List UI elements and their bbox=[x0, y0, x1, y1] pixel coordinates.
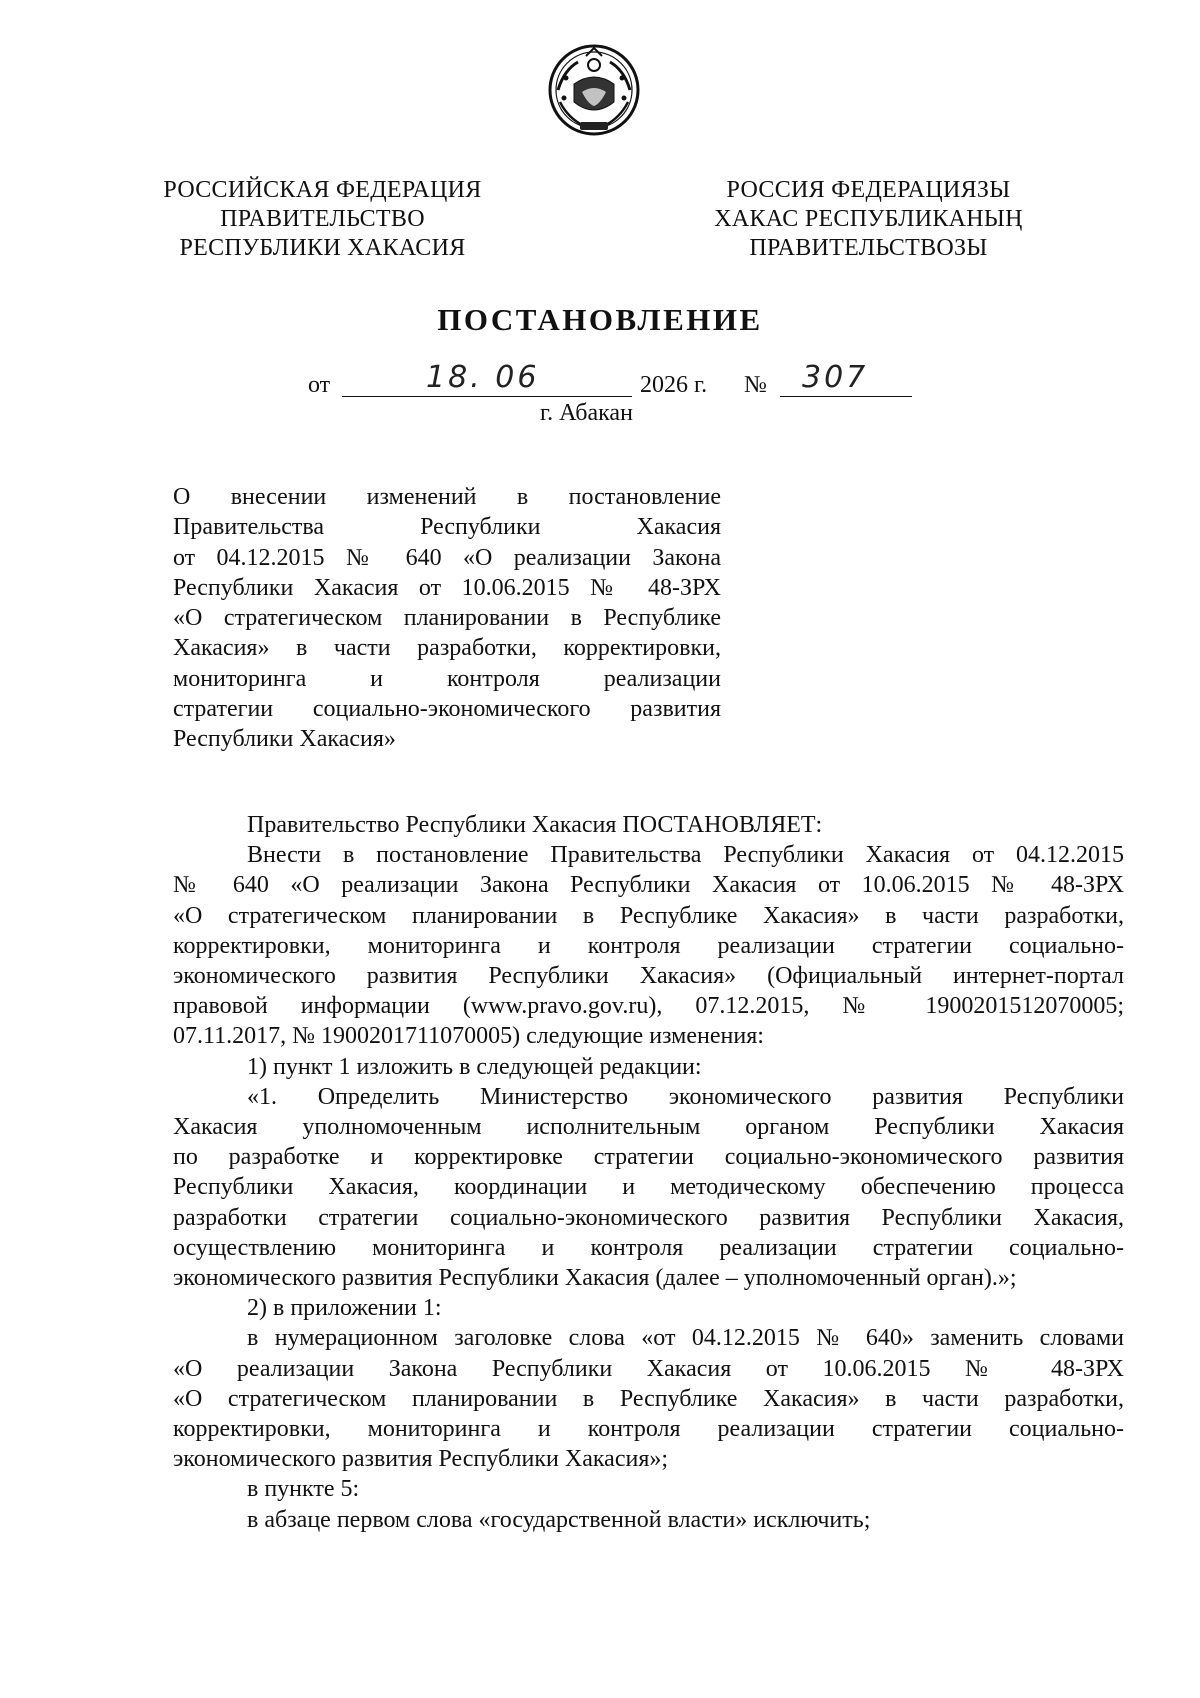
body-line: экономического развития Республики Хакасия (далее – уполномоченный орган).»; bbox=[173, 1265, 1017, 1292]
body-line: корректировки, мониторинга и контроля реализации стратегии социально- bbox=[173, 932, 1124, 959]
city-label: г. Абакан bbox=[540, 400, 633, 426]
document-title: ПОСТАНОВЛЕНИЕ bbox=[437, 302, 763, 337]
header-right-line: ПРАВИТЕЛЬСТВОЗЫ bbox=[749, 235, 988, 261]
subject-line: мониторинга и контроля реализации bbox=[173, 665, 721, 692]
subject-line: Хакасия» в части разработки, корректировки, bbox=[173, 635, 721, 662]
body-line: в нумерационном заголовке слова «от 04.12.2015 № 640» заменить словами bbox=[247, 1325, 1124, 1352]
body-line: по разработке и корректировке стратегии социально-экономического развития bbox=[173, 1144, 1124, 1171]
subject-line: от 04.12.2015 № 640 «О реализации Закона bbox=[173, 544, 721, 571]
body-line: разработки стратегии социально-экономического развития Республики Хакасия, bbox=[173, 1204, 1124, 1231]
body-line: в пункте 5: bbox=[247, 1476, 360, 1503]
document-body bbox=[173, 810, 1124, 1535]
subject-line: Республики Хакасия от 10.06.2015 № 48-ЗРХ bbox=[173, 574, 721, 601]
date-prefix: от bbox=[308, 372, 331, 398]
body-line: «1. Определить Министерство экономического развития Республики bbox=[247, 1083, 1124, 1110]
handwritten-date: 18. 06 bbox=[426, 360, 540, 395]
subject-line: О внесении изменений в постановление bbox=[173, 484, 721, 510]
header-left-line: РОССИЙСКАЯ ФЕДЕРАЦИЯ bbox=[163, 177, 482, 203]
body-line: Внести в постановление Правительства Республики Хакасия от 04.12.2015 bbox=[247, 842, 1124, 869]
body-line: корректировки, мониторинга и контроля реализации стратегии социально- bbox=[173, 1416, 1124, 1443]
body-line: 2) в приложении 1: bbox=[247, 1295, 442, 1322]
subject-line: Республики Хакасия» bbox=[173, 726, 396, 753]
subject-line: Правительства Республики Хакасия bbox=[173, 514, 721, 541]
subject-line: стратегии социально-экономического развития bbox=[173, 696, 721, 723]
coat-of-arms-emblem bbox=[544, 40, 644, 140]
header-left-line: РЕСПУБЛИКИ ХАКАСИЯ bbox=[179, 235, 466, 261]
header-right-line: РОССИЯ ФЕДЕРАЦИЯЗЫ bbox=[726, 177, 1011, 203]
body-line: осуществлению мониторинга и контроля реализации стратегии социально- bbox=[173, 1234, 1124, 1261]
header-right bbox=[696, 176, 1041, 263]
subject-line: «О стратегическом планировании в Республике bbox=[173, 605, 721, 632]
body-line: в абзаце первом слова «государственной власти» исключить; bbox=[247, 1506, 871, 1533]
body-line: 07.11.2017, № 1900201711070005) следующие изменения: bbox=[173, 1023, 764, 1050]
body-line: № 640 «О реализации Закона Республики Хакасия от 10.06.2015 № 48-ЗРХ bbox=[173, 872, 1124, 899]
header-right-line: ХАКАС РЕСПУБЛИКАНЫҢ bbox=[714, 206, 1023, 232]
body-line: правовой информации (www.pravo.gov.ru), 07.12.2015, № 1900201512070005; bbox=[173, 993, 1124, 1020]
body-line: экономического развития Республики Хакасия» (Официальный интернет-портал bbox=[173, 963, 1124, 990]
body-line: «О стратегическом планировании в Республике Хакасия» в части разработки, bbox=[173, 902, 1124, 929]
number-sign: № bbox=[744, 372, 767, 398]
body-line: «О реализации Закона Республики Хакасия от 10.06.2015 № 48-ЗРХ bbox=[173, 1355, 1124, 1382]
body-line: Правительство Республики Хакасия ПОСТАНОВЛЯЕТ: bbox=[247, 812, 823, 838]
date-year: 2026 г. bbox=[640, 372, 708, 398]
handwritten-number: 307 bbox=[802, 360, 869, 395]
header-left bbox=[150, 176, 495, 263]
header-left-line: ПРАВИТЕЛЬСТВО bbox=[220, 206, 425, 232]
body-line: 1) пункт 1 изложить в следующей редакции: bbox=[247, 1053, 702, 1080]
body-line: «О стратегическом планировании в Республике Хакасия» в части разработки, bbox=[173, 1385, 1124, 1412]
body-line: экономического развития Республики Хакасия»; bbox=[173, 1446, 669, 1473]
subject-block bbox=[173, 482, 721, 755]
body-line: Республики Хакасия, координации и методическому обеспечению процесса bbox=[173, 1174, 1124, 1201]
body-line: Хакасия уполномоченным исполнительным органом Республики Хакасия bbox=[173, 1114, 1124, 1141]
